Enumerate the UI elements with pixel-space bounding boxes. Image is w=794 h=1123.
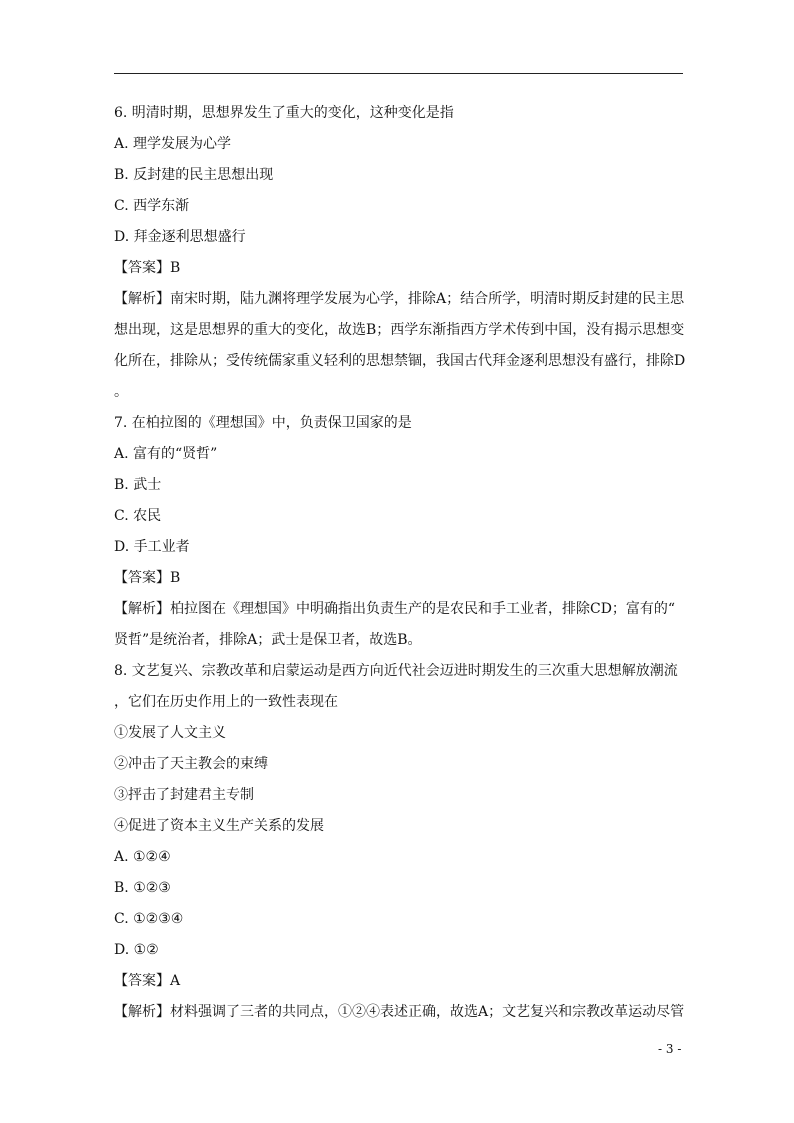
question-8-statement-3: ③抨击了封建君主专制 [114, 787, 254, 803]
question-8-answer: 【答案】A [114, 973, 181, 989]
question-6-analysis-line-1: 【解析】南宋时期，陆九渊将理学发展为心学，排除A；结合所学，明清时期反封建的民主思 [114, 291, 685, 307]
question-7-option-d: D. 手工业者 [114, 539, 190, 555]
question-7-analysis-line-2: 贤哲”是统治者，排除A；武士是保卫者，故选B。 [114, 632, 422, 648]
question-8-stem-line-2: ，它们在历史作用上的一致性表现在 [114, 694, 338, 710]
question-8-option-c: C. ①②③④ [114, 911, 184, 927]
question-7-option-b: B. 武士 [114, 477, 162, 493]
question-8-stem-line-1: 8. 文艺复兴、宗教改革和启蒙运动是西方向近代社会迈进时期发生的三次重大思想解放潮流 [114, 663, 678, 679]
question-7-stem: 7. 在柏拉图的《理想国》中，负责保卫国家的是 [114, 415, 412, 431]
question-6-option-c: C. 西学东渐 [114, 198, 190, 214]
header-rule [114, 73, 683, 74]
question-8-option-d: D. ①② [114, 942, 159, 958]
question-8-option-b: B. ①②③ [114, 880, 171, 896]
question-7-answer: 【答案】B [114, 570, 181, 586]
question-7-option-c: C. 农民 [114, 508, 162, 524]
question-6-answer: 【答案】B [114, 260, 181, 276]
question-6-analysis-line-3: 化所在，排除从；受传统儒家重义轻利的思想禁锢，我国古代拜金逐利思想没有盛行，排除D [114, 353, 686, 369]
question-6-analysis-line-4: 。 [114, 384, 128, 400]
question-6-option-d: D. 拜金逐利思想盛行 [114, 229, 246, 245]
question-6-stem: 6. 明清时期，思想界发生了重大的变化，这种变化是指 [114, 105, 454, 121]
question-8-statement-4: ④促进了资本主义生产关系的发展 [114, 818, 324, 834]
question-6-analysis-line-2: 想出现，这是思想界的重大的变化，故选B；西学东渐指西方学术传到中国，没有揭示思想变 [114, 322, 685, 338]
question-7-analysis-line-1: 【解析】柏拉图在《理想国》中明确指出负责生产的是农民和手工业者，排除CD；富有的“ [114, 601, 676, 617]
page-number: - 3 - [658, 1042, 682, 1056]
question-6-option-b: B. 反封建的民主思想出现 [114, 167, 274, 183]
question-6-option-a: A. 理学发展为心学 [114, 136, 232, 152]
question-7-option-a: A. 富有的“贤哲” [114, 446, 218, 462]
question-8-option-a: A. ①②④ [114, 849, 171, 865]
question-8-statement-2: ②冲击了天主教会的束缚 [114, 756, 268, 772]
question-8-analysis-line-1: 【解析】材料强调了三者的共同点，①②④表述正确，故选A；文艺复兴和宗教改革运动尽管 [114, 1004, 685, 1020]
question-8-statement-1: ①发展了人文主义 [114, 725, 226, 741]
